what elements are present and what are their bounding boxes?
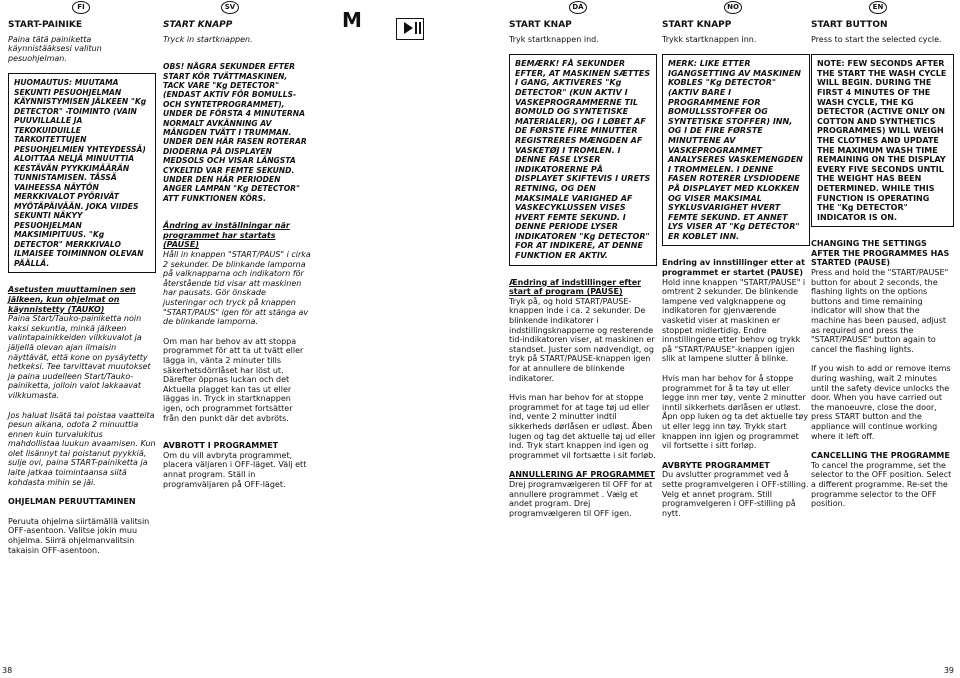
page-number: 38: [2, 666, 13, 676]
play-icon: [404, 22, 413, 34]
column-fi: [2, 0, 156, 678]
language-badge-no: NO: [724, 1, 742, 14]
paragraph: To cancel the programme, set the selector to the OFF position. Select a different programme. Re-set the programme selector to the OFF position.: [811, 460, 952, 509]
intro-text: Tryck in startknappen.: [163, 34, 253, 44]
pause-icon: [415, 22, 417, 34]
column-sv: [163, 0, 311, 678]
column-no: [662, 0, 810, 678]
paragraph: Press and hold the "START/PAUSE" button for about 2 seconds, the flashing lights on the options buttons and time remaining indicator will show that the machine has been paused, adjust as required and press the "START/PAUSE" button again to cancel the flashing lights.: [811, 268, 949, 354]
header-icons: [312, 0, 492, 40]
note-box: MERK: LIKE ETTER IGANGSETTING AV MASKINEN KOBLES "Kg DETECTOR" (AKTIV BARE I PROGRAMMENE FOR BOMULLSSTOFFER OG SYNTETISKE STOFFER) INN, OG I DE FIRE FØRSTE MINUTTENE AV VASKEPROGRAMMET ANALYSERES VASKEMENGDEN I TROMMELEN. I DENNE FASEN ROTERER LYSDIODENE PÅ DISPLAYET MED KLOKKEN OG VISER MAKSIMAL SYKLUSVARIGHET HVERT FEMTE SEKUND. ET ANNET LYS VISER AT "Kg DETECTOR" ER KOBLET INN.: [662, 54, 810, 246]
subsection-heading: CANCELLING THE PROGRAMME: [811, 451, 950, 461]
pause-icon: [419, 22, 421, 34]
language-badge-da: DA: [569, 1, 587, 14]
paragraph: Om du vill avbryta programmet, placera väljaren i OFF-läget. Välj ett annat program. Ställ in programväljaren på OFF-läget.: [163, 450, 307, 489]
subsection-heading: AVBRYTE PROGRAMMET: [662, 460, 770, 470]
paragraph: Du avslutter programmet ved å sette programvelgeren i OFF-stilling. Velg et annet program. Still programvelgeren i OFF-stilling på nytt.: [662, 470, 809, 518]
note-box: NOTE: FEW SECONDS AFTER THE START THE WASH CYCLE WILL BEGIN. DURING THE FIRST 4 MINUTES OF THE WASH CYCLE, THE KG DETECTOR (ACTIVE ONLY ON COTTON AND SYNTHETICS PROGRAMMES) WILL WEIGH THE CLOTHES AND UPDATE THE MAXIMUM WASH TIME REMAINING ON THE DISPLAY EVERY FIVE SECONDS UNTIL THE WEIGHT HAS BEEN DETERMINED. WHILE THIS FUNCTION IS OPERATING THE "Kg DETECTOR" INDICATOR IS ON.: [811, 54, 954, 227]
paragraph: Hvis man har behov for å stoppe programmet for å ta tøy ut eller legge inn mer tøy, vente 2 minutter inntil sikkerhets dørlåsen er utløst. Åpn opp luken og ta det aktuelle tøy ut eller legg inn tøy. Trykk start knappen inn igjen og programmet vil fortsette i sitt forløp.: [662, 374, 809, 451]
section-heading: START KNAPP: [662, 20, 732, 30]
language-badge-en: EN: [869, 1, 887, 14]
intro-text: Tryk startknappen ind.: [509, 34, 599, 44]
paragraph: Hold inne knappen "START/PAUSE" i omtrent 2 sekunder. De blinkende lampene ved valgknappene og indikatoren for gjenværende vasketid viser at maskinen er stoppet midlertidig. Endre innstillingene etter behov og trykk på "START/PAUSE"-knappen igjen slik at lampene slutter å blinke.: [662, 277, 806, 364]
section-heading: START-PAINIKE: [8, 20, 83, 30]
language-badge-fi: FI: [72, 1, 90, 14]
subsection-heading: Endring av innstillinger etter at programmet er startet (PAUSE): [662, 258, 805, 278]
note-box: OBS! NÅGRA SEKUNDER EFTER START KÖR TVÄTTMASKINEN, TACK VARE "Kg DETECTOR" (ENDAST AKTIV FÖR BOMULLS- OCH SYNTETPROGRAMMET), UNDER DE FÖRSTA 4 MINUTERNA NORMALT AVKÄNNING AV MÄNGDEN TVÄTT I TRUMMAN. UNDER DEN HÄR FASEN ROTERAR DIODERNA PÅ DISPLAYEN MEDSOLS OCH VISAR LÄNGSTA CYKELTID VAR FEMTE SEKUND. UNDER DEN HÄR PERIODEN ANGER LAMPAN "Kg DETECTOR" ATT FUNKTIONEN KÖRS.: [163, 62, 307, 203]
subsection-heading: Ændring af indstillinger efter start af program (PAUSE): [509, 277, 642, 297]
note-box: BEMÆRK! FÅ SEKUNDER EFTER, AT MASKINEN SÆTTES I GANG, AKTIVERES "Kg DETECTOR" (KUN AKTIV I VASKEPROGRAMMERNE TIL BOMULD OG SYNTETISKE MATERIALER), OG I LØBET AF DE FØRSTE FIRE MINUTTER REGISTRERES MÆNGDEN AF VASKETØJ I TROMLEN. I DENNE FASE LYSER INDIKATORERNE PÅ DISPLAYET SKIFTEVIS I URETS RETNING, OG DEN MAKSIMALE VARIGHED AF VASKECYKLUSSEN VISES HVERT FEMTE SEKUND. I DENNE PERIODE LYSER INDIKATOREN "Kg DETECTOR" FOR AT INDIKERE, AT DENNE FUNKTION ER AKTIV.: [509, 54, 657, 265]
page-number: 39: [943, 666, 954, 676]
manual-letter: M: [342, 8, 362, 32]
column-da: [509, 0, 657, 678]
subsection-heading: AVBROTT I PROGRAMMET: [163, 441, 279, 451]
subsection-heading: CHANGING THE SETTINGS AFTER THE PROGRAMMES HAS STARTED (PAUSE): [811, 239, 950, 268]
intro-text: Paina tätä painiketta käynnistääksesi valitun pesuohjelman.: [8, 34, 102, 63]
paragraph: Håll in knappen "START/PAUS" i cirka 2 sekunder. De blinkande lamporna på valknapparna och indikatorn för återstående tid visar att maskinen har pausats. Gör önskade justeringar och tryck på knappen "START/PAUS" igen för att stänga av de blinkande lamporna.: [163, 250, 311, 327]
paragraph: If you wish to add or remove items during washing, wait 2 minutes until the safety device unlocks the door. When you have carried out the manoeuvre, close the door, press START button and the appliance will continue working where it left off.: [811, 364, 951, 441]
column-en: [811, 0, 954, 678]
section-heading: START KNAPP: [163, 20, 233, 30]
intro-text: Press to start the selected cycle.: [811, 34, 942, 44]
subsection-heading: ANNULLERING AF PROGRAMMET: [509, 470, 655, 480]
paragraph: Drej programvælgeren til OFF for at annullere programmet . Vælg et andet program. Drej programvælgeren til OFF igen.: [509, 479, 653, 518]
subsection-heading: Asetusten muuttaminen sen jälkeen, kun ohjelmat on käynnistetty (TAUKO): [8, 285, 136, 314]
paragraph: Tryk på, og hold START/PAUSE-knappen inde i ca. 2 sekunder. De blinkende indikatorer i indstillingsknapperne og resterende tid-indikatoren viser, at maskinen er standset. Juster som nødvendigt, og tryk på START/PAUSE-knappen igen for at annullere de blinkende indikatorer.: [509, 296, 655, 383]
paragraph: Paina Start/Tauko-painiketta noin kaksi sekuntia, minkä jälkeen valintapainikkeiden vilkkuvalot ja jäljellä olevan ajan ilmaisin näyttävät, että kone on pysäytetty hetkeksi. Tee tarvittavat muutokset ja paina uudelleen Start/Tauko-painiketta, jolloin valot lakkaavat vilkkumasta.: [8, 314, 151, 400]
paragraph: Jos haluat lisätä tai poistaa vaatteita pesun aikana, odota 2 minuuttia ennen kuin turvalukitus mahdollistaa luukun avaamisen. Kun olet lisännyt tai poistanut pyykkiä, sulje ovi, paina START-painiketta ja laite jatkaa toimintaansa siitä kohdasta mihin se jäi.: [8, 410, 156, 487]
section-heading: START KNAP: [509, 20, 572, 30]
paragraph: Om man har behov av att stoppa programmet för att ta ut tvätt eller lägga in, vänta 2 minuter tills säkerhetsdörrlåset har löst ut. Därefter öppnas luckan och det Aktuella plagget kan tas ut eller läggas in. Tryck in startknappen igen, och programmet fortsätter från den punkt där det avbröts.: [163, 336, 304, 423]
paragraph: Hvis man har behov for at stoppe programmet for at tage tøj ud eller ind, vente 2 minutter indtil sikkerheds dørlåsen er udløst. Åben lugen og tag det aktuelle tøj ud eller ind. Tryk start knappen ind igen og programmet vil fortsætte i sit forløb.: [509, 393, 656, 460]
intro-text: Trykk startknappen inn.: [662, 34, 757, 44]
subsection-heading: Ändring av inställningar när programmet har startats (PAUSE): [163, 221, 290, 250]
subsection-heading: OHJELMAN PERUUTTAMINEN: [8, 497, 136, 507]
paragraph: Peruuta ohjelma siirtämällä valitsin OFF-asentoon. Valitse jokin muu ohjelma. Siirrä ohjelmanvalitsin takaisin OFF-asentoon.: [8, 516, 150, 555]
section-heading: START BUTTON: [811, 20, 888, 30]
note-box: HUOMAUTUS: MUUTAMA SEKUNTI PESUOHJELMAN KÄYNNISTYMISEN JÄLKEEN "Kg DETECTOR" -TOIMINTO (VAIN PUUVILLALLE JA TEKOKUIDUILLE TARKOITETTUJEN PESUOHJELMIEN YHTEYDESSÄ) ALOITTAA NELJÄ MINUUTTIA KESTÄVÄN PYYKKIMÄÄRÄN TUNNISTAMISEN. TÄSSÄ VAIHEESSA NÄYTÖN MERKKIVALOT PYÖRIVÄT MYÖTÄPÄIVÄÄN. JOKA VIIDES SEKUNTI NÄKYY PESUOHJELMAN MAKSIMIPITUUS. "Kg DETECTOR" MERKKIVALO ILMAISEE TOIMINNON OLEVAN PÄÄLLÄ.: [8, 73, 156, 273]
language-badge-sv: SV: [221, 1, 239, 14]
